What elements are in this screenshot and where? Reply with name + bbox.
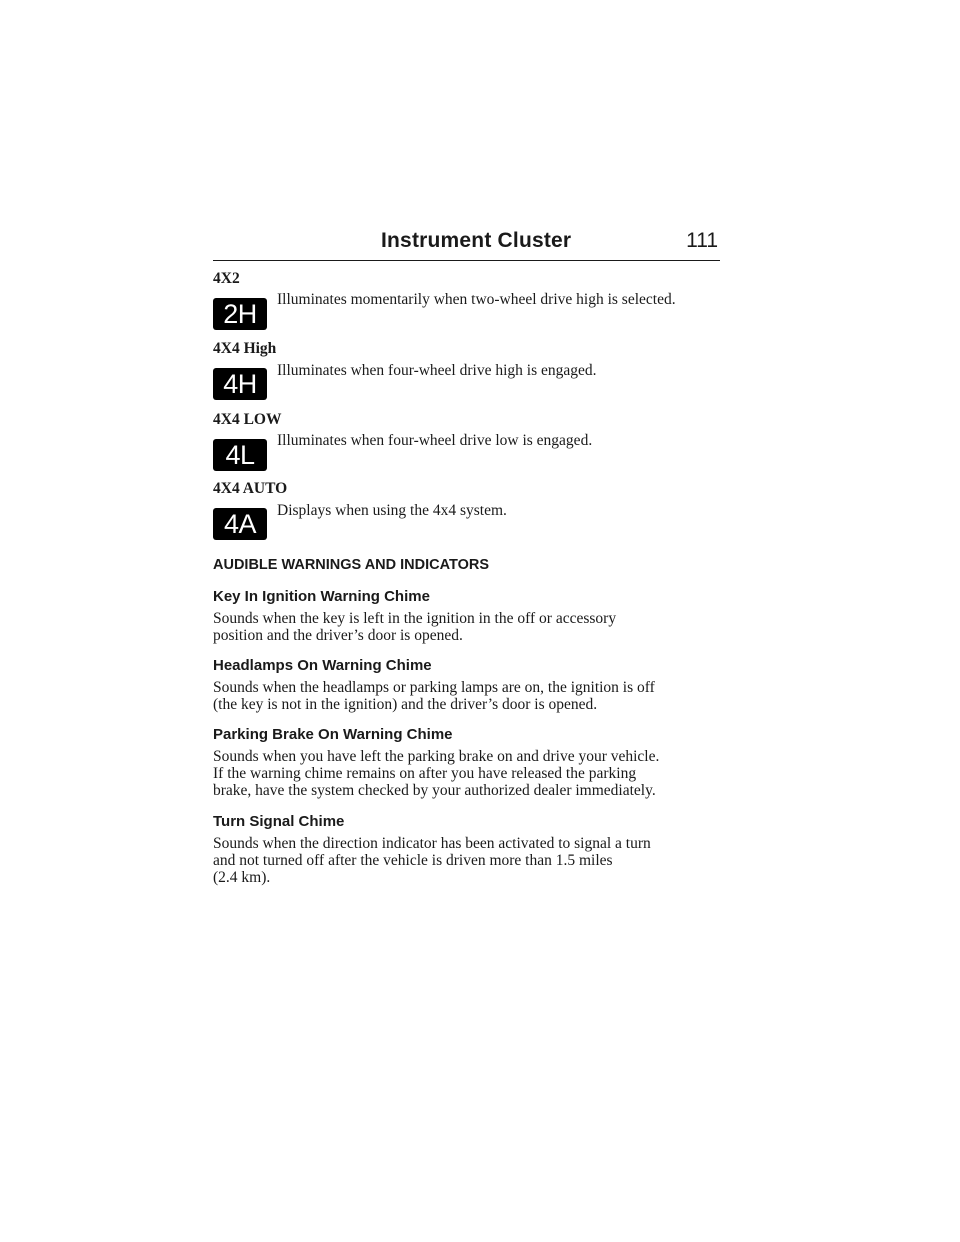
indicator-description-4x4-high: Illuminates when four-wheel drive high is engaged. (277, 362, 597, 379)
2h-indicator-icon: 2H (213, 298, 267, 330)
indicator-heading-4x4-auto: 4X4 AUTO (213, 480, 288, 497)
indicator-heading-4x2: 4X2 (213, 270, 240, 287)
turn-signal-title: Turn Signal Chime (213, 813, 345, 830)
indicator-description-4x4-low: Illuminates when four-wheel drive low is engaged. (277, 432, 593, 449)
section-title: Instrument Cluster (381, 229, 572, 252)
indicator-description-4x2: Illuminates momentarily when two-wheel drive high is selected. (277, 291, 676, 308)
indicator-heading-4x4-high: 4X4 High (213, 340, 277, 357)
headlamps-on-text: Sounds when the headlamps or parking lamps are on, the ignition is off (the key is not in the ignition) and the driver’s door is opened. (213, 679, 655, 713)
parking-brake-text: Sounds when you have left the parking brake on and drive your vehicle. If the warning chime remains on after you have released the parking brake, have the system checked by your authorized dealer immediately. (213, 748, 660, 799)
turn-signal-text: Sounds when the direction indicator has been activated to signal a turn and not turned off after the vehicle is driven more than 1.5 miles (2.4 km). (213, 835, 651, 886)
audible-warnings-title: AUDIBLE WARNINGS AND INDICATORS (213, 557, 490, 573)
key-in-ignition-text: Sounds when the key is left in the ignition in the off or accessory position and the driver’s door is opened. (213, 610, 617, 644)
parking-brake-title: Parking Brake On Warning Chime (213, 726, 453, 743)
indicator-description-4x4-auto: Displays when using the 4x4 system. (277, 502, 507, 519)
indicator-heading-4x4-low: 4X4 LOW (213, 411, 282, 428)
page-header (213, 226, 720, 261)
4h-indicator-icon: 4H (213, 368, 267, 400)
4a-indicator-icon: 4A (213, 508, 267, 540)
4l-indicator-icon: 4L (213, 439, 267, 471)
headlamps-on-title: Headlamps On Warning Chime (213, 657, 432, 674)
page-number: 111 (686, 229, 718, 252)
key-in-ignition-title: Key In Ignition Warning Chime (213, 588, 430, 605)
